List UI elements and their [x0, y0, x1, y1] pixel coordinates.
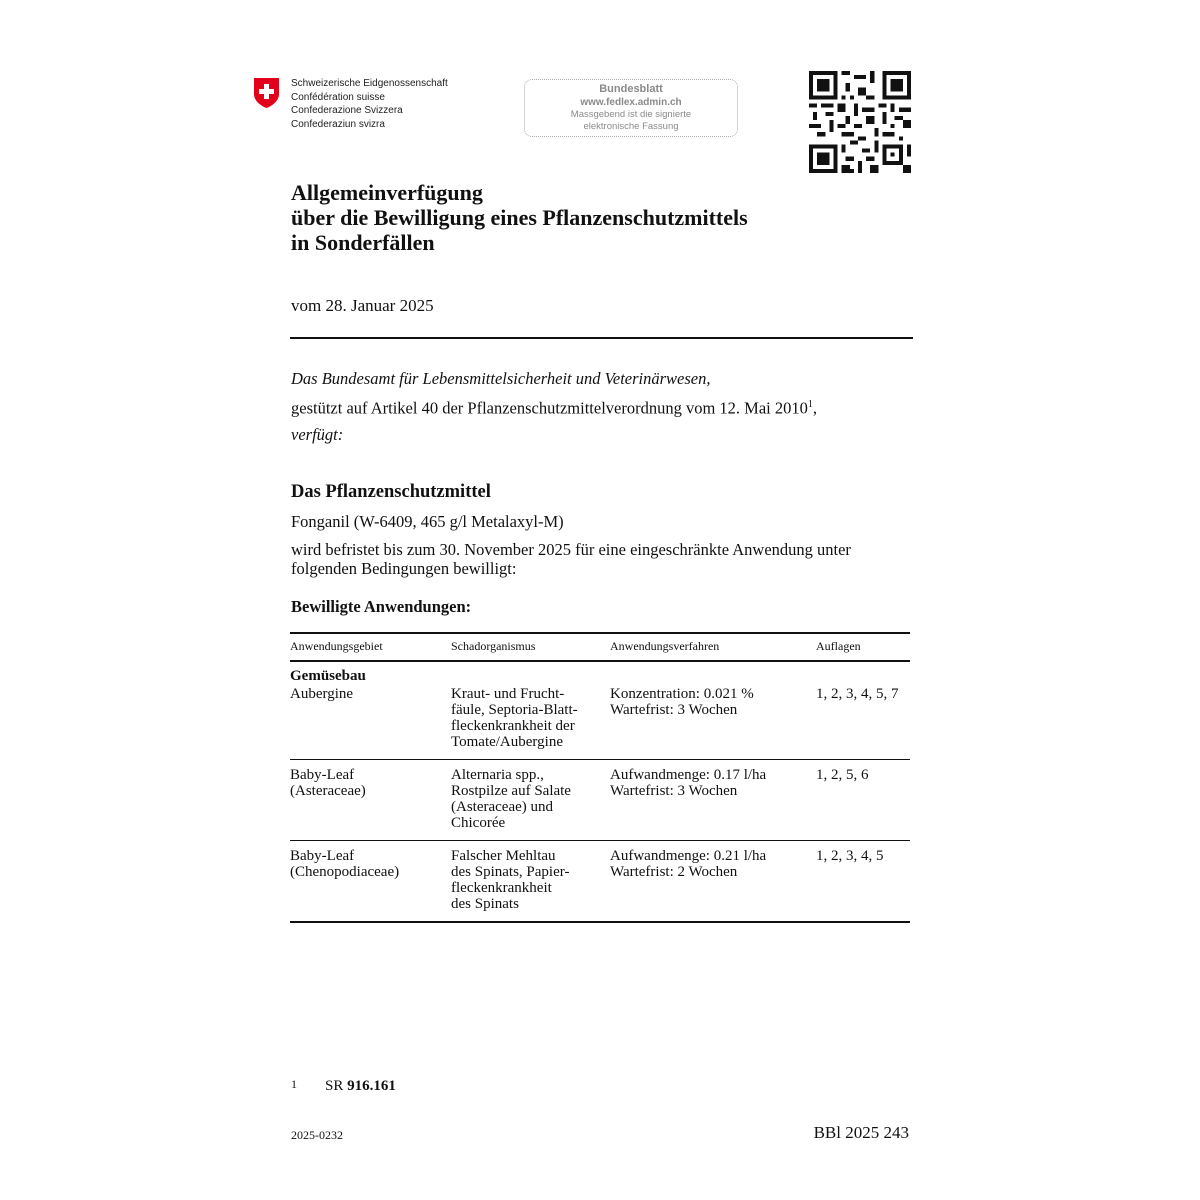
title-line-3: in Sonderfällen: [291, 230, 435, 255]
preamble-basis: [291, 392, 913, 422]
stamp-note-line1: Massgebend ist die signierte: [570, 109, 692, 120]
col-header-method: Anwendungsverfahren: [610, 633, 816, 661]
col-header-conditions: Auflagen: [816, 633, 910, 661]
bundesblatt-stamp: [524, 79, 738, 137]
table-header-row: [290, 633, 910, 661]
cell-pest: Alternaria spp., Rostpilze auf Salate (Asteraceae) und Chicorée: [451, 760, 610, 841]
footnote-sr-number[interactable]: 916.161: [347, 1078, 396, 1094]
cell-area: Baby-Leaf (Asteraceae): [290, 760, 451, 841]
document-date: vom 28. Januar 2025: [291, 296, 434, 315]
bbl-reference: BBl 2025 243: [813, 1123, 909, 1142]
preamble-basis-text: gestützt auf Artikel 40 der Pflanzenschutzmittelverordnung vom 12. Mai 2010: [291, 398, 808, 418]
table-row: [290, 760, 910, 841]
title-line-2: über die Bewilligung eines Pflanzenschutzmittels: [291, 205, 748, 230]
admin-line-de: Schweizerische Eidgenossenschaft: [291, 78, 448, 89]
approved-uses-table: [290, 632, 910, 923]
col-header-area: Anwendungsgebiet: [290, 633, 451, 661]
table-row: [290, 684, 910, 760]
preamble-basis-end: ,: [812, 398, 818, 418]
preamble-authority: Das Bundesamt für Lebensmittelsicherheit und Veterinärwesen,: [291, 369, 711, 388]
table-group-row: [290, 661, 910, 684]
section-heading: Das Pflanzenschutzmittel: [291, 482, 491, 502]
footnote-ref[interactable]: 1: [807, 399, 813, 410]
qr-code-icon: [809, 71, 911, 173]
swiss-shield-logo: [253, 77, 280, 109]
admin-line-it: Confederazione Svizzera: [291, 105, 403, 116]
preamble: [291, 366, 913, 448]
stamp-url[interactable]: www.fedlex.admin.ch: [580, 97, 682, 108]
footnote-text: [325, 1078, 396, 1095]
title-line-1: Allgemeinverfügung: [291, 180, 483, 205]
cell-conditions: 1, 2, 3, 4, 5: [816, 841, 910, 923]
cell-area: Baby-Leaf (Chenopodiaceae): [290, 841, 451, 923]
footnote-prefix: SR: [325, 1078, 344, 1094]
document-id: 2025-0232: [291, 1128, 343, 1142]
stamp-title: Bundesblatt: [599, 83, 663, 95]
cell-method: Aufwandmenge: 0.17 l/ha Wartefrist: 3 Wochen: [610, 760, 816, 841]
table-heading: Bewilligte Anwendungen:: [291, 597, 472, 616]
cell-pest: Kraut- und Frucht- fäule, Septoria-Blatt- fleckenkrankheit der Tomate/Aubergine: [451, 686, 578, 750]
admin-line-rm: Confederaziun svizra: [291, 118, 385, 130]
cell-pest: Falscher Mehltau des Spinats, Papier- fleckenkrankheit des Spinats: [451, 841, 610, 923]
stamp-note-line2: elektronische Fassung: [583, 120, 679, 132]
group-label: Gemüsebau: [290, 668, 366, 684]
footnote-number: 1: [291, 1077, 297, 1091]
product-name: Fonganil (W-6409, 465 g/l Metalaxyl-M): [291, 512, 564, 531]
approval-paragraph: wird befristet bis zum 30. November 2025 für eine eingeschränkte Anwendung unter folgenden Bedingungen bewilligt:: [291, 540, 851, 578]
cell-conditions: 1, 2, 3, 4, 5, 7: [816, 686, 899, 702]
cell-conditions: 1, 2, 5, 6: [816, 760, 910, 841]
document-title: [291, 180, 911, 255]
col-header-pest: Schadorganismus: [451, 633, 610, 661]
table-row: [290, 841, 910, 923]
cell-area: Aubergine: [290, 686, 354, 702]
cell-method: Konzentration: 0.021 % Wartefrist: 3 Wochen: [610, 686, 754, 718]
cell-method: Aufwandmenge: 0.21 l/ha Wartefrist: 2 Wochen: [610, 841, 816, 923]
title-divider: [290, 337, 913, 339]
admin-line-fr: Confédération suisse: [291, 91, 385, 103]
preamble-decree: verfügt:: [291, 424, 344, 444]
federal-administration-names: [291, 77, 448, 131]
